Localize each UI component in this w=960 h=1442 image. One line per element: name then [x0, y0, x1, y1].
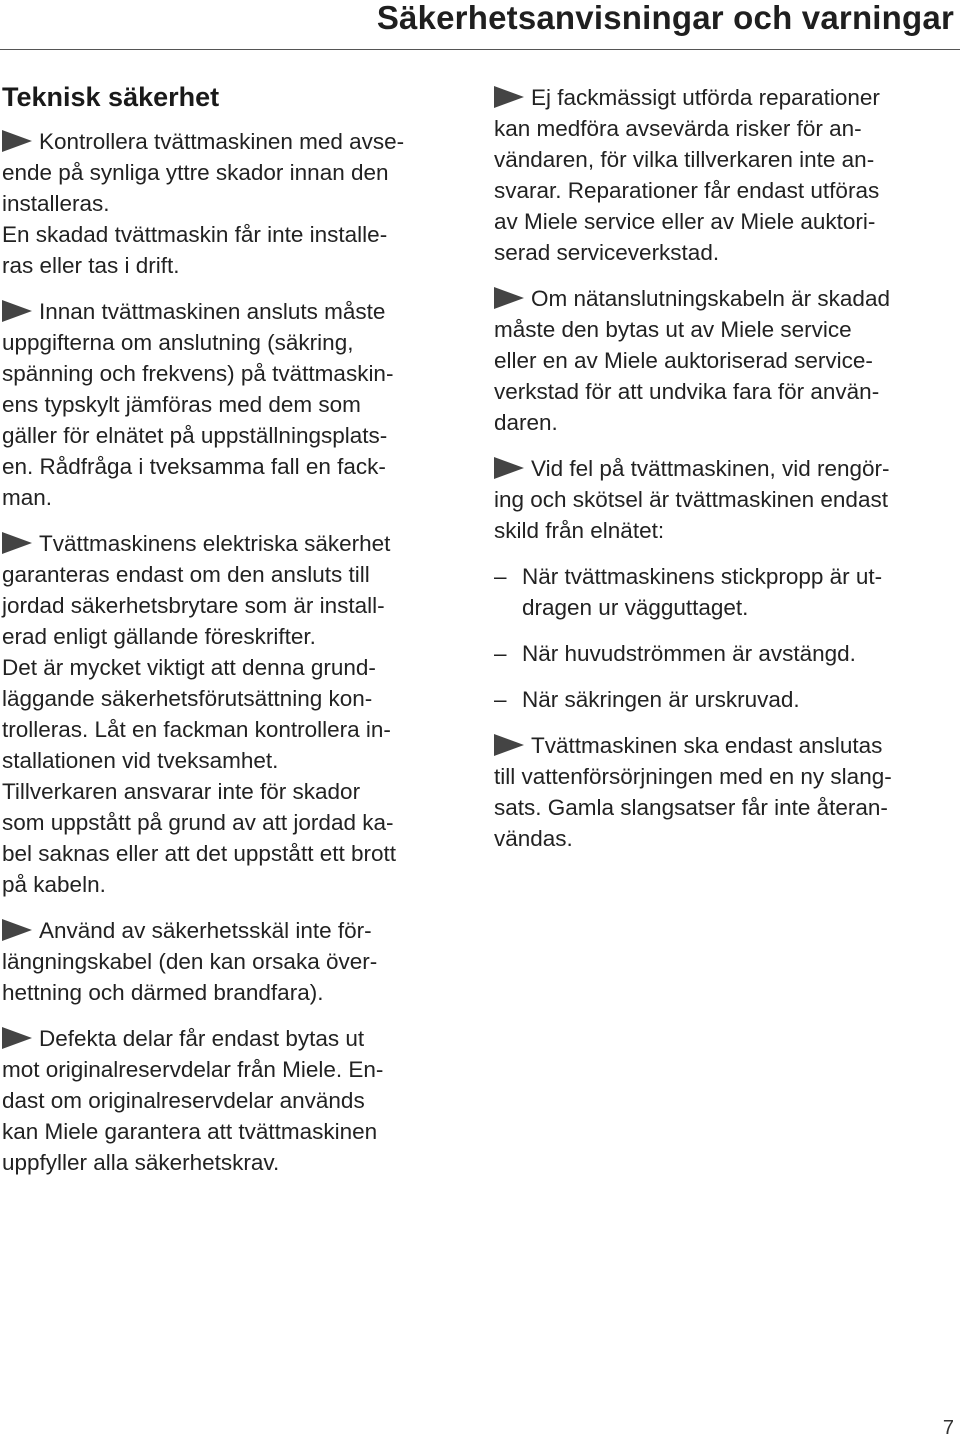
item-paragraph: Defekta delar får endast bytas ut mot originalreservdelar från Miele. En- dast om originalreservdelar används kan Miele garantera att tvättmaskinen uppfyller alla säkerhetskrav. [2, 1026, 384, 1175]
item-paragraph: Ej fackmässigt utförda reparationer kan medföra avsevärda risker för an- vändaren, för vilka tillverkaren inte an- svarar. Reparationer får endast utföras av Miele service eller av Miele auktori- serad serviceverkstad. [494, 85, 880, 265]
dash-bullet: – [494, 687, 507, 712]
arrow-bullet-icon [2, 300, 32, 322]
arrow-bullet-icon [2, 919, 32, 941]
safety-item-spare-parts [2, 1023, 464, 1178]
arrow-bullet-icon [2, 532, 32, 554]
safety-item-inspect [2, 126, 464, 281]
safety-item-rating-plate [2, 296, 464, 513]
dash-bullet: – [494, 641, 507, 666]
safety-item-hoses [494, 730, 958, 854]
arrow-bullet-icon [494, 457, 524, 479]
arrow-bullet-icon [494, 734, 524, 756]
arrow-bullet-icon [494, 287, 524, 309]
arrow-bullet-icon [2, 130, 32, 152]
item-paragraph: Tillverkaren ansvarar inte för skador som uppstått på grund av att jordad ka- bel saknas eller att det uppstått ett brott på kabeln. [2, 779, 396, 897]
item-paragraph: Tvättmaskinens elektriska säkerhet garanteras endast om den ansluts till jordad säkerhetsbrytare som är install- erad enligt gällande föreskrifter. [2, 531, 391, 649]
item-paragraph: En skadad tvättmaskin får inte installe- ras eller tas i drift. [2, 222, 388, 278]
item-paragraph: Innan tvättmaskinen ansluts måste uppgifterna om anslutning (säkring, spänning och frekvens) på tvättmaskin- ens typskylt jämföras med dem som gäller för elnätet på uppställningsplats- en. Rådfråga i tveksamma fall en fack- man. [2, 299, 394, 510]
arrow-bullet-icon [494, 86, 524, 108]
safety-item-isolation [494, 453, 958, 546]
left-column [2, 80, 464, 1193]
item-paragraph: Vid fel på tvättmaskinen, vid rengör- ing och skötsel är tvättmaskinen endast skild från elnätet: [494, 456, 890, 543]
page-title: Säkerhetsanvisningar och varningar [376, 0, 954, 36]
section-title: Teknisk säkerhet [2, 82, 220, 112]
dash-list-item: – När tvättmaskinens stickpropp är ut- dragen ur vägguttaget. [494, 561, 958, 623]
item-paragraph: Kontrollera tvättmaskinen med avse- ende på synliga yttre skador innan den installeras. [2, 129, 405, 216]
right-column [494, 82, 958, 869]
page-number: 7 [942, 1417, 954, 1439]
safety-item-extension-cable [2, 915, 464, 1008]
dash-bullet: – [494, 564, 507, 589]
dash-list-item: – När säkringen är urskruvad. [494, 684, 958, 715]
item-paragraph: Tvättmaskinen ska endast anslutas till vattenförsörjningen med en ny slang- sats. Gamla slangsatser får inte återan- vändas. [494, 733, 892, 851]
item-paragraph: Om nätanslutningskabeln är skadad måste den bytas ut av Miele service eller en av Miele auktoriserad service- verkstad för att undvika fara för använ- daren. [494, 286, 890, 435]
item-paragraph: Använd av säkerhetsskäl inte för- längningskabel (den kan orsaka över- hettning och därmed brandfara). [2, 918, 378, 1005]
header-divider [0, 49, 960, 50]
safety-item-earthing [2, 528, 464, 900]
item-paragraph: Det är mycket viktigt att denna grund- läggande säkerhetsförutsättning kon- trolleras. Låt en fackman kontrollera in- stallationen vid tveksamhet. [2, 655, 391, 773]
dash-list-item: – När huvudströmmen är avstängd. [494, 638, 958, 669]
arrow-bullet-icon [2, 1027, 32, 1049]
safety-item-repairs [494, 82, 958, 268]
safety-item-mains-cable [494, 283, 958, 438]
